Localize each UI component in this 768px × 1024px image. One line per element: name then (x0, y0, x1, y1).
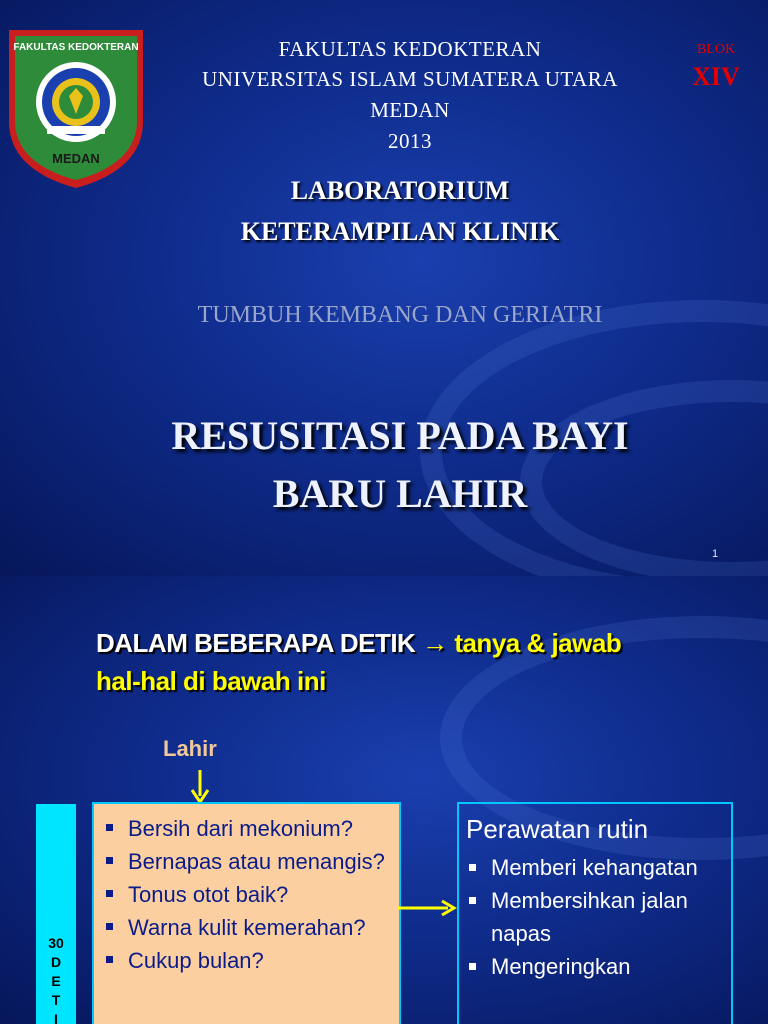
list-item: Memberi kehangatan (459, 851, 731, 884)
heading-yellow-text-2: hal-hal di bawah ini (96, 666, 326, 696)
list-item: Bernapas atau menangis? (94, 845, 399, 878)
presentation-title-line-1: RESUSITASI PADA BAYI (171, 413, 629, 458)
content-slide (0, 576, 768, 1024)
lab-title-line-2: KETERAMPILAN KLINIK (240, 217, 560, 246)
page-number: 1 (712, 548, 719, 560)
routine-care-box (457, 802, 733, 1024)
time-bar (36, 804, 76, 1024)
header-line-4: 2013 (388, 129, 432, 153)
heading-yellow-text-1: tanya & jawab (454, 628, 622, 658)
header-line-2: UNIVERSITAS ISLAM SUMATERA UTARA (202, 67, 618, 91)
birth-label: Lahir (163, 736, 217, 761)
list-item: Tonus otot baik? (94, 878, 399, 911)
assessment-questions-box (92, 802, 401, 1024)
blok-number: XIV (692, 62, 740, 91)
logo-top-text: FAKULTAS KEDOKTERAN (13, 42, 139, 53)
time-bar-text-4: T (51, 992, 61, 1008)
lab-title-line-1: LABORATORIUM (290, 176, 510, 205)
list-item: Mengeringkan (459, 950, 731, 983)
list-item: Membersihkan jalan napas (459, 884, 731, 950)
right-arrow-icon (398, 898, 458, 918)
down-arrow-icon (190, 770, 210, 804)
slide-heading (96, 624, 716, 700)
time-bar-text-1: 30 (48, 935, 64, 951)
heading-white-text: DALAM BEBERAPA DETIK (96, 628, 416, 658)
logo-bottom-text: MEDAN (52, 151, 100, 166)
time-bar-text-2: D (50, 954, 62, 970)
blok-label: BLOK (696, 42, 736, 57)
faculty-logo (5, 26, 147, 192)
heading-arrow-icon: → (422, 628, 448, 658)
time-bar-text-3: E (51, 973, 61, 989)
header-line-1: FAKULTAS KEDOKTERAN (278, 37, 542, 61)
list-item: Warna kulit kemerahan? (94, 911, 399, 944)
block-subtitle: TUMBUH KEMBANG DAN GERIATRI (197, 302, 603, 328)
presentation-title-line-2: BARU LAHIR (272, 471, 528, 516)
header-line-3: MEDAN (370, 98, 450, 122)
time-bar-text-5: I (54, 1011, 58, 1024)
list-item: Bersih dari mekonium? (94, 812, 399, 845)
list-item: Cukup bulan? (94, 944, 399, 977)
routine-care-title: Perawatan rutin (466, 814, 649, 844)
